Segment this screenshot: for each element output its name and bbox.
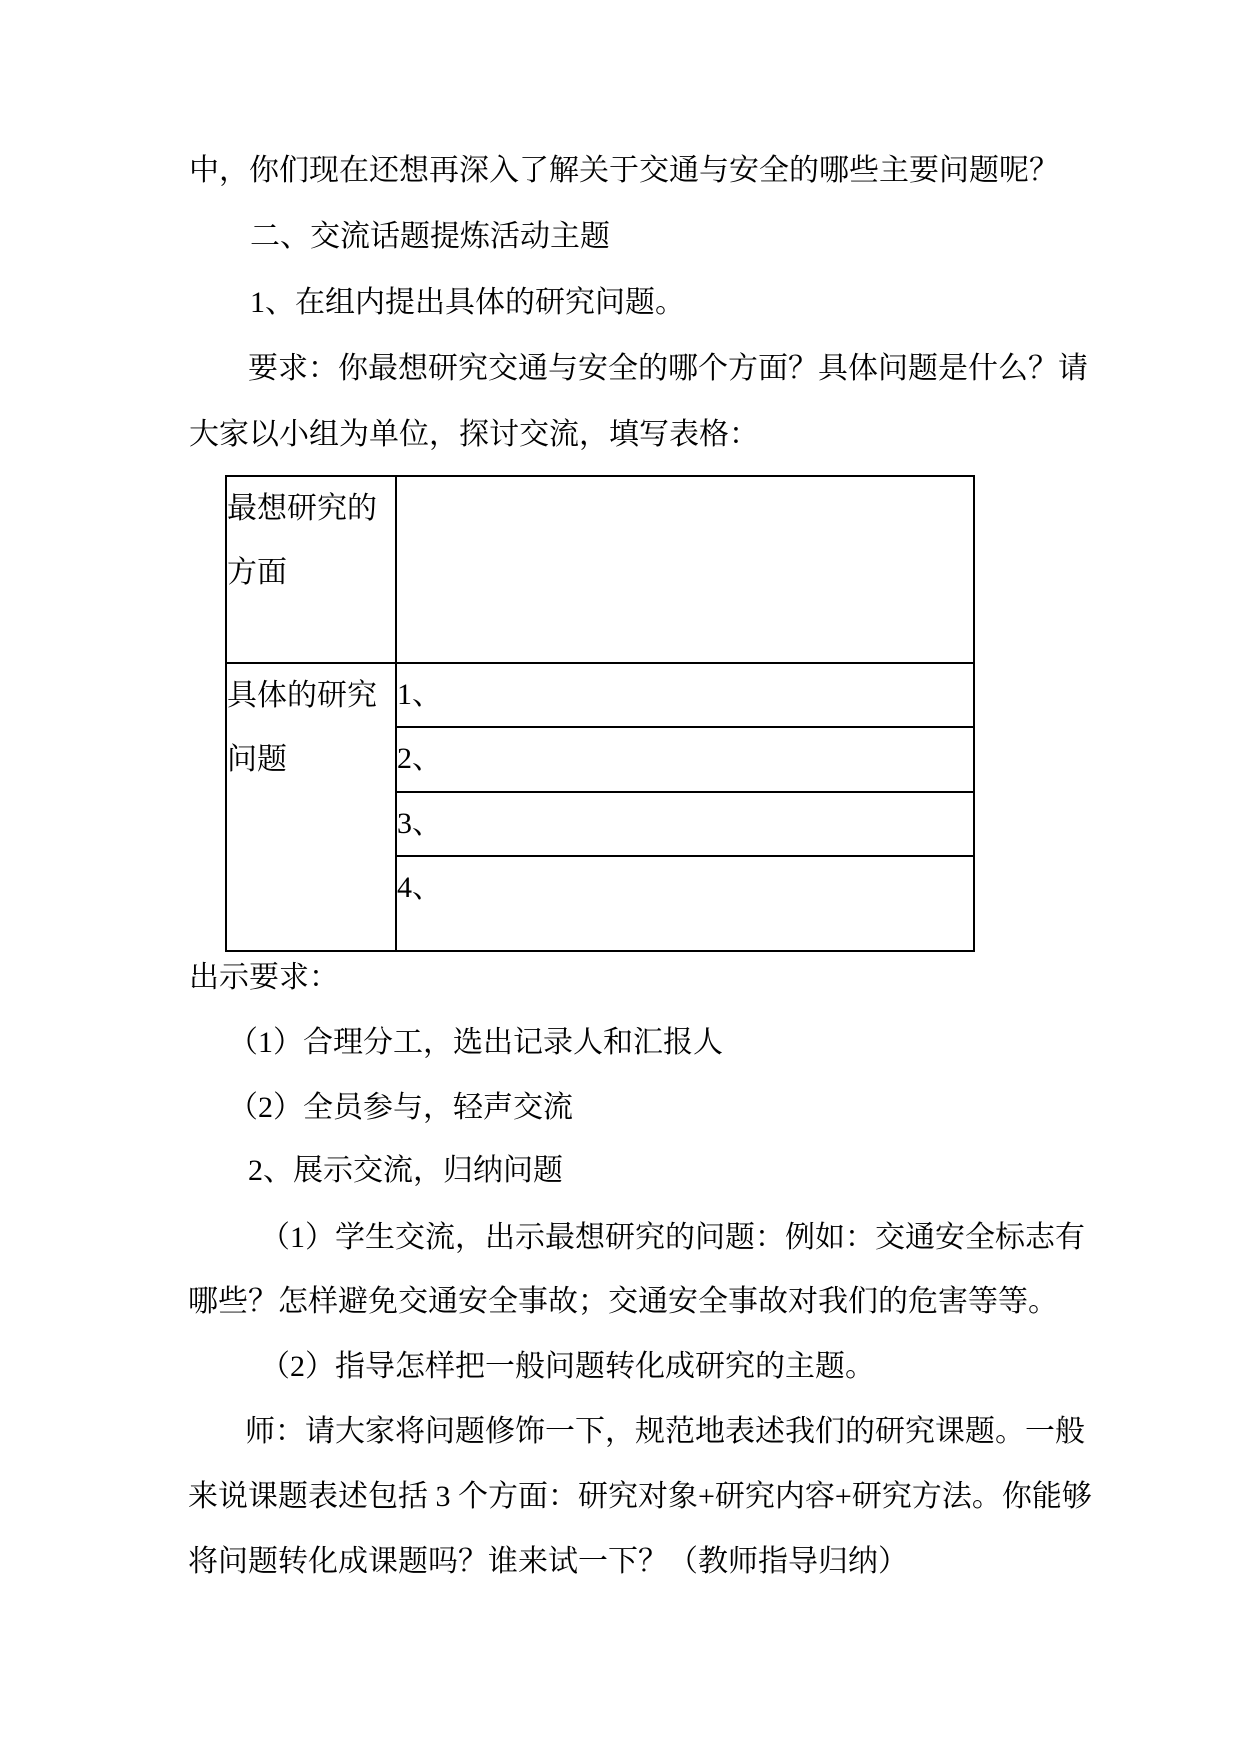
sub-heading-2: 2、展示交流，归纳问题 <box>248 1154 563 1187</box>
form-cell-question-2: 2、 <box>396 727 974 792</box>
form-cell-question-1: 1、 <box>396 663 974 727</box>
form-cell-aspect-value <box>396 476 974 663</box>
form-cell-question-4: 4、 <box>396 856 974 951</box>
form-label-aspect-line1: 最想研究的 <box>227 492 377 525</box>
teacher-speech-line3: 将问题转化成课题吗？谁来试一下？（教师指导归纳） <box>188 1545 908 1578</box>
requirement-item-1: （1）合理分工，选出记录人和汇报人 <box>228 1026 723 1059</box>
step-item-2: （2）指导怎样把一般问题转化成研究的主题。 <box>260 1350 875 1383</box>
form-label-aspect-line2: 方面 <box>227 556 287 589</box>
body-line-fill-table: 大家以小组为单位，探讨交流，填写表格： <box>189 418 759 451</box>
body-line-show-requirements: 出示要求： <box>189 961 339 994</box>
teacher-speech-line1: 师：请大家将问题修饰一下，规范地表述我们的研究课题。一般 <box>245 1415 1085 1448</box>
step-item-1-line1: （1）学生交流，出示最想研究的问题：例如：交通安全标志有 <box>260 1221 1085 1254</box>
form-cell-question-3: 3、 <box>396 792 974 856</box>
form-label-questions-line2: 问题 <box>227 743 287 776</box>
body-line-requirement: 要求：你最想研究交通与安全的哪个方面？具体问题是什么？请 <box>248 352 1088 385</box>
research-form-table <box>225 475 975 952</box>
step-item-1-line2: 哪些？怎样避免交通安全事故；交通安全事故对我们的危害等等。 <box>188 1285 1058 1318</box>
teacher-speech-line2: 来说课题表述包括 3 个方面：研究对象+研究内容+研究方法。你能够 <box>188 1480 1092 1513</box>
form-label-aspect <box>226 476 396 663</box>
requirement-item-2: （2）全员参与，轻声交流 <box>228 1091 573 1124</box>
sub-heading-1: 1、在组内提出具体的研究问题。 <box>250 286 685 319</box>
section-heading-2: 二、交流话题提炼活动主题 <box>250 220 610 253</box>
body-line-1: 中，你们现在还想再深入了解关于交通与安全的哪些主要问题呢？ <box>189 154 1059 187</box>
form-label-questions <box>226 663 396 951</box>
form-label-questions-line1: 具体的研究 <box>227 679 377 712</box>
